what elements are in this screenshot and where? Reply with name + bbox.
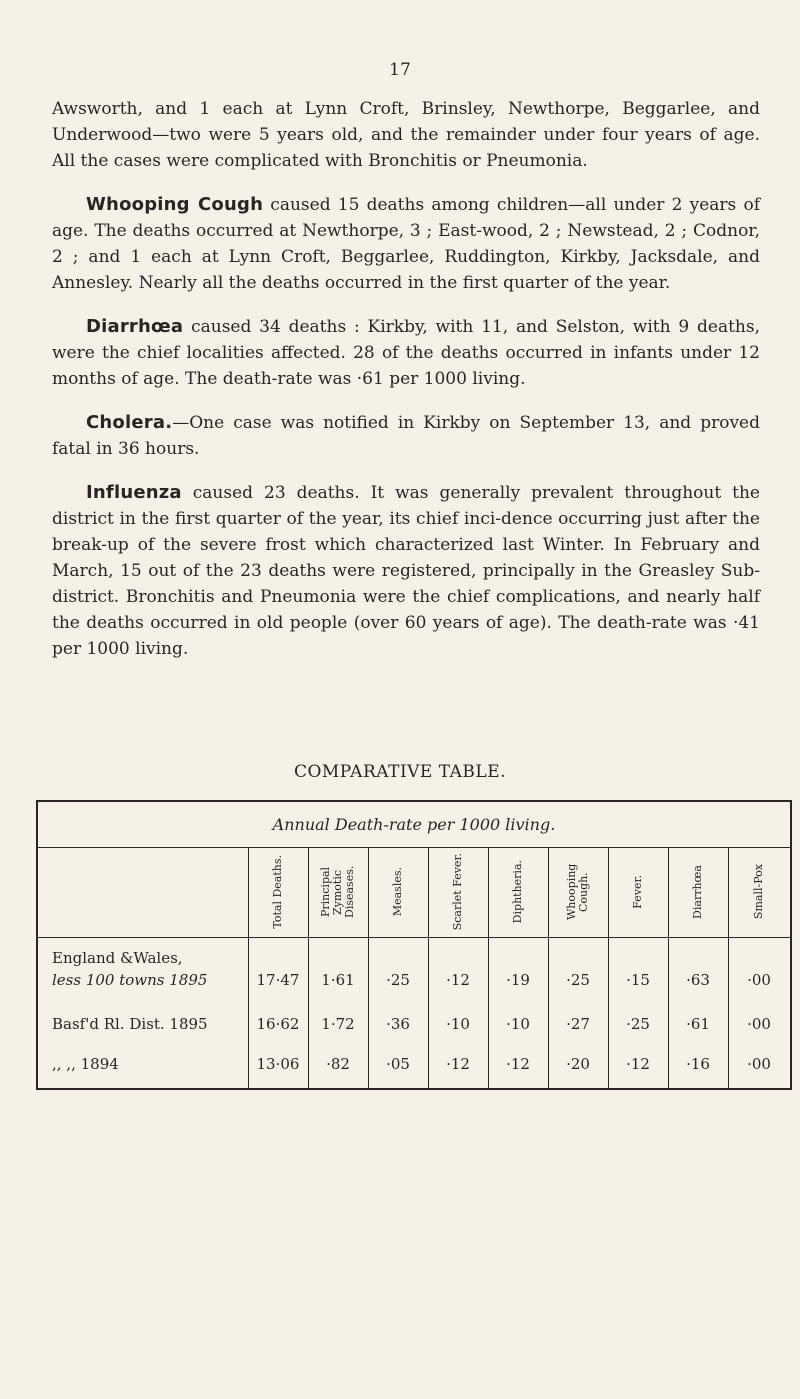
table-cell: ·12 xyxy=(506,1055,530,1073)
heading-whooping-cough: Whooping Cough xyxy=(86,194,264,215)
heading-influenza: Influenza xyxy=(86,482,182,503)
table-cell: 13·06 xyxy=(256,1055,300,1073)
table-cell: ·25 xyxy=(626,1015,650,1033)
table-cell: ·10 xyxy=(446,1015,470,1033)
table-cell: 17·47 xyxy=(256,971,300,989)
table-cell: ·25 xyxy=(386,971,410,989)
paragraph-1-text: Awsworth, and 1 each at Lynn Croft, Brinsley, Newthorpe, Beggarlee, and Underwood—two were 5 years old, and the remainder under four years of age. All the cases were complicated with Bronchitis or Pneumonia. xyxy=(52,99,760,171)
column-header-fever: Fever. xyxy=(631,875,644,909)
row-label-line1: England &Wales, xyxy=(52,949,183,967)
column-header-scarlet-fever: Scarlet Fever. xyxy=(451,853,464,931)
comparative-table xyxy=(36,800,792,1090)
table-grid xyxy=(38,847,790,1090)
table-cell: ·12 xyxy=(626,1055,650,1073)
paragraph-diarrhoea-text: caused 34 deaths : Kirkby, with 11, and Selston, with 9 deaths, were the chief localities affected. 28 of the deaths occurred in infants under 12 months of age. The death-rate was ·61 per 1000 living. xyxy=(52,317,760,389)
table-cell: ·82 xyxy=(326,1055,350,1073)
table-cell: ·36 xyxy=(386,1015,410,1033)
column-header-measles: Measles. xyxy=(391,867,404,917)
column-header-total-deaths: Total Deaths. xyxy=(271,855,284,929)
table-cell: ·10 xyxy=(506,1015,530,1033)
table-cell: ·16 xyxy=(686,1055,710,1073)
paragraph-cholera xyxy=(52,410,760,462)
table-cell: ·61 xyxy=(686,1015,710,1033)
column-header-whooping-cough: Whooping Cough. xyxy=(565,863,590,921)
table-cell: ·12 xyxy=(446,1055,470,1073)
annual-death-rate-label: Annual Death-rate per 1000 living. xyxy=(38,802,790,848)
paragraph-influenza xyxy=(52,480,760,662)
paragraph-cholera-text: —One case was notified in Kirkby on September 13, and proved fatal in 36 hours. xyxy=(52,413,760,459)
table-cell: ·05 xyxy=(386,1055,410,1073)
paragraph-diarrhoea xyxy=(52,314,760,392)
table-cell: ·15 xyxy=(626,971,650,989)
paragraph-influenza-text: caused 23 deaths. It was generally prevalent throughout the district in the first quarter of the year, its chief inci-dence occurring just after the break-up of the severe frost which characterized last Winter. In February and March, 15 out of the 23 deaths were registered, principally in the Greasley Sub-district. Bronchitis and Pneumonia were the chief complications, and nearly half the deaths occurred in old people (over 60 years of age). The death-rate was ·41 per 1000 living. xyxy=(52,483,760,659)
table-cell: ·20 xyxy=(566,1055,590,1073)
table-cell: ·19 xyxy=(506,971,530,989)
column-header-diphtheria: Diphtheria. xyxy=(511,860,524,924)
paragraph-whooping-cough xyxy=(52,192,760,296)
column-header-diarrhoea: Diarrhœa xyxy=(691,865,704,919)
header-divider xyxy=(38,937,790,938)
table-cell: ·27 xyxy=(566,1015,590,1033)
table-cell: ·25 xyxy=(566,971,590,989)
heading-cholera: Cholera. xyxy=(86,412,173,433)
paragraph-1 xyxy=(52,96,760,174)
column-header-principal-zymotic: Principal Zymotic Diseases. xyxy=(319,865,356,919)
body-text xyxy=(52,96,760,680)
column-header-small-pox: Small-Pox xyxy=(752,864,765,920)
page-number: 17 xyxy=(389,60,411,80)
table-cell: ·63 xyxy=(686,971,710,989)
heading-diarrhoea: Diarrhœa xyxy=(86,316,184,337)
table-cell: 16·62 xyxy=(256,1015,300,1033)
table-cell: ·00 xyxy=(747,971,771,989)
paragraph-whooping-cough-text: caused 15 deaths among children—all under 2 years of age. The deaths occurred at Newthorpe, 3 ; East-wood, 2 ; Newstead, 2 ; Codnor, 2 ; and 1 each at Lynn Croft, Beggarlee, Ruddington, Kirkby, Jacksdale, and Annesley. Nearly all the deaths occurred in the first quarter of the year. xyxy=(52,195,760,293)
table-title: COMPARATIVE TABLE. xyxy=(293,762,507,782)
row-label: ,, ,, 1894 xyxy=(52,1055,119,1073)
table-cell: ·00 xyxy=(747,1055,771,1073)
row-label: less 100 towns 1895 xyxy=(52,971,208,989)
table-cell: 1·61 xyxy=(321,971,355,989)
table-cell: ·12 xyxy=(446,971,470,989)
row-label: Basf'd Rl. Dist. 1895 xyxy=(52,1015,208,1033)
table-cell: 1·72 xyxy=(321,1015,355,1033)
table-cell: ·00 xyxy=(747,1015,771,1033)
